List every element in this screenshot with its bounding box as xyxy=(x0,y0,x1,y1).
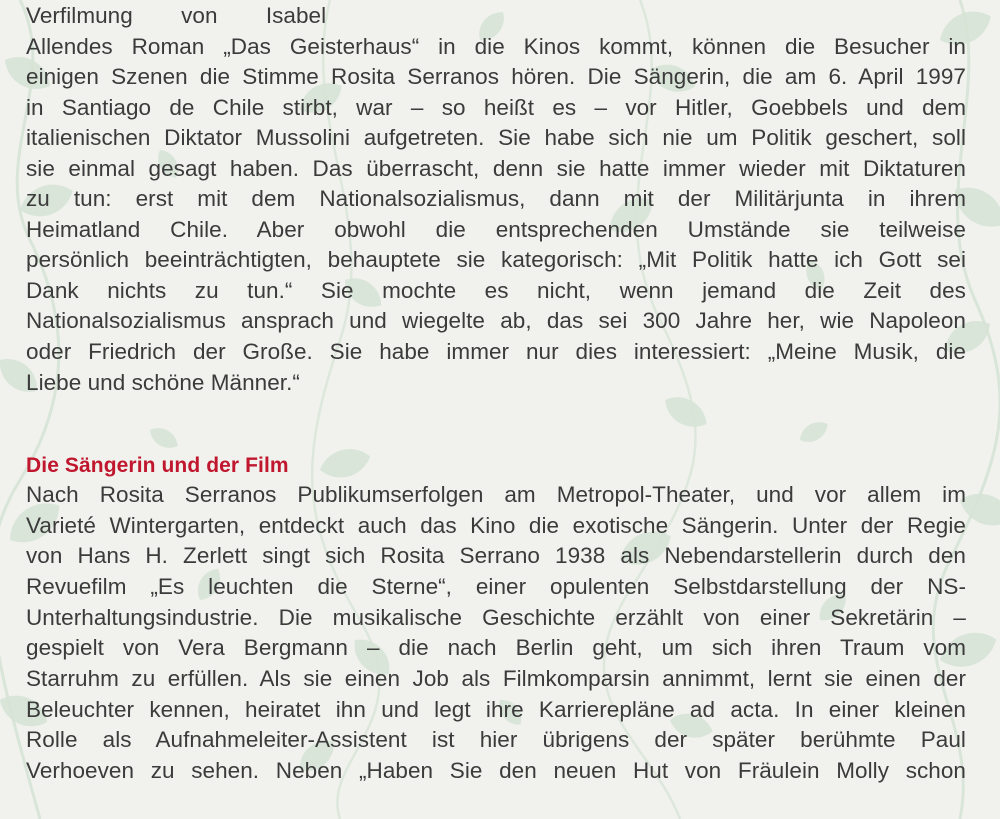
text-line: italienischen Diktator Mussolini aufgetreten. Sie habe sich nie um Politik geschert, soll xyxy=(26,125,966,151)
text-line: Rolle als Aufnahmeleiter-Assistent ist hier übrigens der später berühmte Paul xyxy=(26,727,966,753)
text-line: Nationalsozialismus ansprach und wiegelte ab, das sei 300 Jahre her, wie Napoleon xyxy=(26,308,966,334)
text-line: Starruhm zu erfüllen. Als sie einen Job als Filmkomparsin annimmt, lernt sie einen der xyxy=(26,665,966,691)
text-line: Varieté Wintergarten, entdeckt auch das Kino die exotische Sängerin. Unter der Regie xyxy=(26,512,966,538)
text-line: von Hans H. Zerlett singt sich Rosita Serrano 1938 als Nebendarstellerin durch den xyxy=(26,543,966,569)
text-line: Unterhaltungsindustrie. Die musikalische Geschichte erzählt von einer Sekretärin – xyxy=(26,604,966,630)
text-line: Verfilmung von Isabel xyxy=(26,3,327,28)
text-line: sie einmal gesagt haben. Das überrascht, denn sie hatte immer wieder mit Diktaturen xyxy=(26,155,966,181)
text-line: Nach Rosita Serranos Publikumserfolgen am Metropol-Theater, und vor allem im xyxy=(26,482,966,507)
text-line: Beleuchter kennen, heiratet ihn und legt ihre Karrierepläne ad acta. In einer kleinen xyxy=(26,696,966,722)
section-heading: Die Sängerin und der Film xyxy=(26,454,289,477)
paragraph-geisterhaus xyxy=(26,1,966,398)
text-line: gespielt von Vera Bergmann – die nach Berlin geht, um sich ihren Traum vom xyxy=(26,635,966,661)
text-line: zu tun: erst mit dem Nationalsozialismus, dann mit der Militärjunta in ihrem xyxy=(26,186,966,212)
text-line: in Santiago de Chile stirbt, war – so heißt es – vor Hitler, Goebbels und dem xyxy=(26,94,966,120)
text-line: Liebe und schöne Männer.“ xyxy=(26,369,300,395)
text-line: einigen Szenen die Stimme Rosita Serranos hören. Die Sängerin, die am 6. April 1997 xyxy=(26,64,966,90)
text-line: Verhoeven zu sehen. Neben „Haben Sie den neuen Hut von Fräulein Molly schon xyxy=(26,757,966,783)
text-line: Heimatland Chile. Aber obwohl die entsprechenden Umstände sie teilweise xyxy=(26,216,966,242)
text-line: persönlich beeinträchtigten, behauptete sie kategorisch: „Mit Politik hatte ich Gott sei xyxy=(26,247,966,273)
paragraph-saengerin-film xyxy=(26,480,966,787)
text-line: oder Friedrich der Große. Sie habe immer nur dies interessiert: „Meine Musik, die xyxy=(26,339,966,365)
text-line: Revuefilm „Es leuchten die Sterne“, einer opulenten Selbstdarstellung der NS- xyxy=(26,573,966,599)
text-line: Allendes Roman „Das Geisterhaus“ in die Kinos kommt, können die Besucher in xyxy=(26,33,966,59)
text-line: Dank nichts zu tun.“ Sie mochte es nicht, wenn jemand die Zeit des xyxy=(26,277,966,303)
